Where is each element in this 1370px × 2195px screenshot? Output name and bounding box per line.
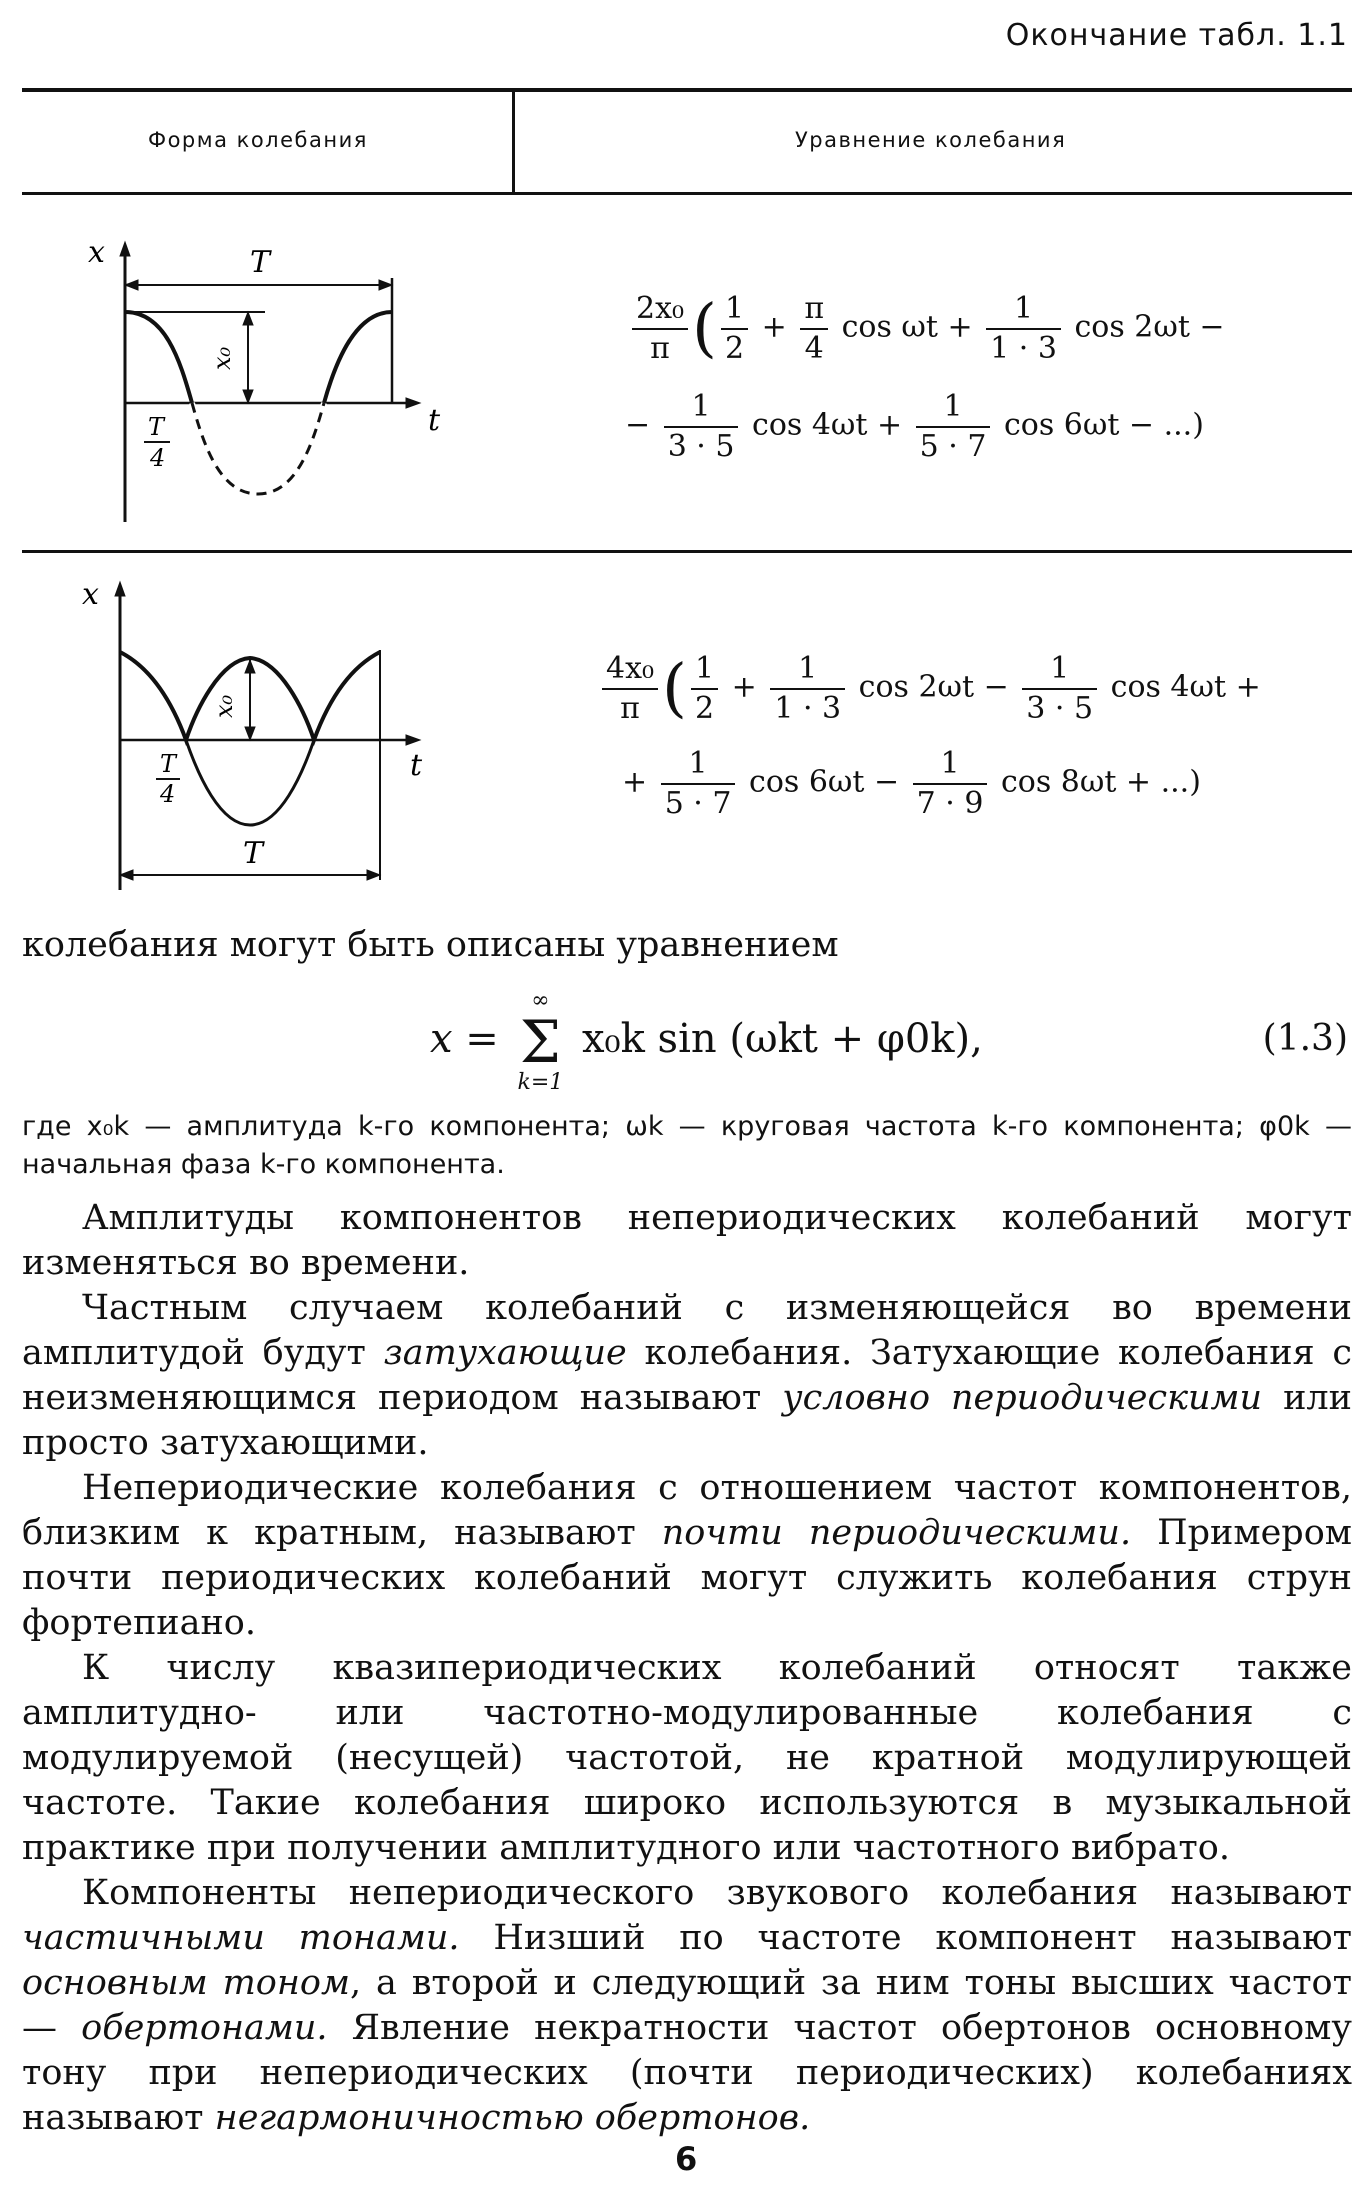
- period-label: T: [250, 245, 271, 280]
- equation-2-line-1: $\frac{\text{4x₀}}{\pi}$ ( $\frac{1}{2}$ + $\frac{1}{1 \cdot 3}$ cos 2ωt − $\frac{1}{3 \cdot 5}$ cos 4ωt +: [598, 650, 1261, 727]
- page-number: 6: [675, 2140, 698, 2178]
- amplitude-label: x₀: [208, 346, 236, 370]
- axis-t-label: t: [428, 403, 441, 438]
- period-label-2: T: [243, 836, 264, 871]
- axis-t-label-2: t: [410, 748, 423, 783]
- quarter-period-den-2: 4: [160, 780, 176, 808]
- quarter-period-num-2: T: [160, 750, 177, 778]
- table-header-rule: [22, 192, 1352, 195]
- column-header-form: Форма колебания: [148, 128, 368, 152]
- amplitude-label-2: x₀: [210, 694, 238, 718]
- lead-sentence: колебания могут быть описаны уравнением: [22, 925, 839, 965]
- axis-x-label: x: [88, 240, 105, 270]
- paragraph-4: К числу квазипериодических колебаний относят также амплитудно- или частотно-модулированные колебания с модулируемой (несущей) частотой, не кратной модулирующей частоте. Такие колебания широко используются в музыкальной практике при получении амплитудного или частотного вибрато.: [22, 1648, 1352, 1868]
- waveform-graph-2: [80, 580, 460, 900]
- quarter-period-den: 4: [150, 444, 166, 472]
- waveform-graph-1: [80, 240, 460, 530]
- paragraph-3: Непериодические колебания с отношением частот компонентов, близким к кратным, называют почти периодическими. Примером почти периодических колебаний могут служить колебания струн фортепиано.: [22, 1468, 1352, 1643]
- equation-1-line-1: $\frac{\text{2x₀}}{\pi}$ ( $\frac{1}{2}$ + $\frac{\pi}{4}$ cos ωt + $\frac{1}{1 \cdot 3}$ cos 2ωt −: [628, 290, 1225, 367]
- equation-number: (1.3): [1262, 1018, 1348, 1059]
- body-paragraphs: [22, 1196, 1352, 2141]
- row-divider-rule: [22, 550, 1352, 553]
- column-divider: [512, 92, 515, 192]
- axis-x-label-2: x: [82, 580, 99, 612]
- equation-1-line-2: − $\frac{1}{3 \cdot 5}$ cos 4ωt + $\frac{1}{5 \cdot 7}$ cos 6ωt − ...): [625, 389, 1204, 464]
- table-caption: Окончание табл. 1.1: [1005, 18, 1348, 53]
- formula-legend: где x₀k — амплитуда k-го компонента; ωk — круговая частота k-го компонента; φ0k — начальная фаза k-го компонента.: [22, 1111, 1352, 1180]
- column-header-equation: Уравнение колебания: [795, 128, 1067, 152]
- paragraph-5: Компоненты непериодического звукового колебания называют частичными тонами. Низший по частоте компонент называют основным тоном, а второй и следующий за ним тоны высших частот — обертонами. Явление некратности частот обертонов основному тону при непериодических (почти периодических) колебаниях называют негармоничностью обертонов.: [22, 1873, 1352, 2138]
- paragraph-2: Частным случаем колебаний с изменяющейся во времени амплитудой будут затухающие колебания. Затухающие колебания с неизменяющимся периодом называют условно периодическими или просто затухающими.: [22, 1288, 1352, 1463]
- table-top-rule: [22, 88, 1352, 92]
- formula-1-3: x = ∞ Σ k=1 x₀k sin (ωkt + φ0k),: [430, 988, 983, 1095]
- paragraph-1: Амплитуды компонентов непериодических колебаний могут изменяться во времени.: [22, 1198, 1352, 1283]
- quarter-period-num: T: [148, 413, 165, 441]
- equation-2-line-2: + $\frac{1}{5 \cdot 7}$ cos 6ωt − $\frac{1}{7 \cdot 9}$ cos 8ωt + ...): [622, 746, 1201, 821]
